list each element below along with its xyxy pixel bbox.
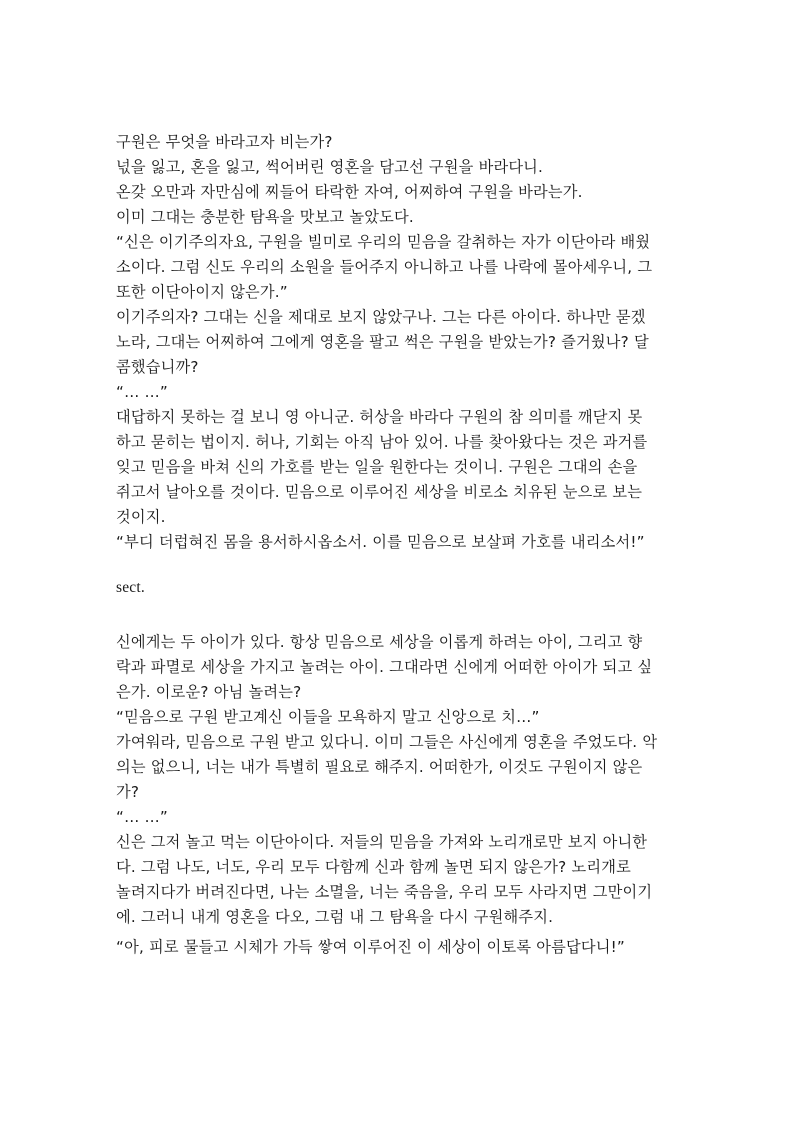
paragraph: 가여워라, 믿음으로 구원 받고 있다니. 이미 그들은 사신에게 영혼을 주었도다. 악 의는 없으니, 너는 내가 특별히 필요로 해주지. 어떠한가, 이것도 구원이지 않은 가? <box>116 733 658 801</box>
dialogue-quote: “믿음으로 구원 받고계신 이들을 모욕하지 말고 신앙으로 치…” <box>116 708 540 726</box>
dialogue-quote: “신은 이기주의자요, 구원을 빌미로 우리의 믿음을 갈취하는 자가 이단아라 배웠 소이다. 그럼 신도 우리의 소원을 들어주지 아니하고 나를 나락에 몰아세우니, 그 또한 이단아이지 않은가.” <box>116 233 653 301</box>
prayer-two <box>116 935 686 960</box>
prayer-one <box>116 530 686 555</box>
paragraph: 구원은 무엇을 바라고자 비는가? <box>116 133 333 151</box>
section-two <box>116 630 686 930</box>
dialogue-quote: “… …” <box>116 383 168 401</box>
sect-label: sect. <box>116 579 145 596</box>
paragraph: 신은 그저 놀고 먹는 이단아이다. 저들의 믿음을 가져와 노리개로만 보지 아니한 다. 그럼 나도, 너도, 우리 모두 다함께 신과 함께 놀면 되지 않은가? 노리개로 놀려지다가 버려진다면, 나는 소멸을, 너는 죽음을, 우리 모두 사라지면 그만이기 에. 그러니 내게 영혼을 다오, 그럼 내 그 탐욕을 다시 구원해주지. <box>116 833 653 926</box>
paragraph: 넋을 잃고, 혼을 잃고, 썩어버린 영혼을 담고선 구원을 바라다니. <box>116 158 544 176</box>
paragraph: 대답하지 못하는 걸 보니 영 아니군. 허상을 바라다 구원의 참 의미를 깨닫지 못 하고 묻히는 법이지. 허나, 기회는 아직 남아 있어. 나를 찾아왔다는 것은 과거를 잊고 믿음을 바쳐 신의 가호를 받는 일을 원한다는 것이니. 구원은 그대의 손을 쥐고서 날아오를 것이다. 믿음으로 이루어진 세상을 비로소 치유된 눈으로 보는 것이지. <box>116 408 648 526</box>
dialogue-quote: “… …” <box>116 808 168 826</box>
dialogue-quote: “부디 더럽혀진 몸을 용서하시옵소서. 이를 믿음으로 보살펴 가호를 내리소서!” <box>116 533 645 551</box>
paragraph: 온갖 오만과 자만심에 찌들어 타락한 자여, 어찌하여 구원을 바라는가. <box>116 183 583 201</box>
sect-divider <box>116 575 686 600</box>
paragraph: 이미 그대는 충분한 탐욕을 맛보고 놀았도다. <box>116 208 414 226</box>
paragraph: 신에게는 두 아이가 있다. 항상 믿음으로 세상을 이롭게 하려는 아이, 그리고 향 락과 파멸로 세상을 가지고 놀려는 아이. 그대라면 신에게 어떠한 아이가 되고 싶 은가. 이로운? 아님 놀려는? <box>116 633 653 701</box>
section-one <box>116 130 686 530</box>
dialogue-quote: “아, 피로 물들고 시체가 가득 쌓여 이루어진 이 세상이 이토록 아름답다니!” <box>116 938 625 956</box>
paragraph: 이기주의자? 그대는 신을 제대로 보지 않았구나. 그는 다른 아이다. 하나만 묻겠 노라, 그대는 어찌하여 그에게 영혼을 팔고 썩은 구원을 받았는가? 즐거웠나? 달 콤했습니까? <box>116 308 649 376</box>
